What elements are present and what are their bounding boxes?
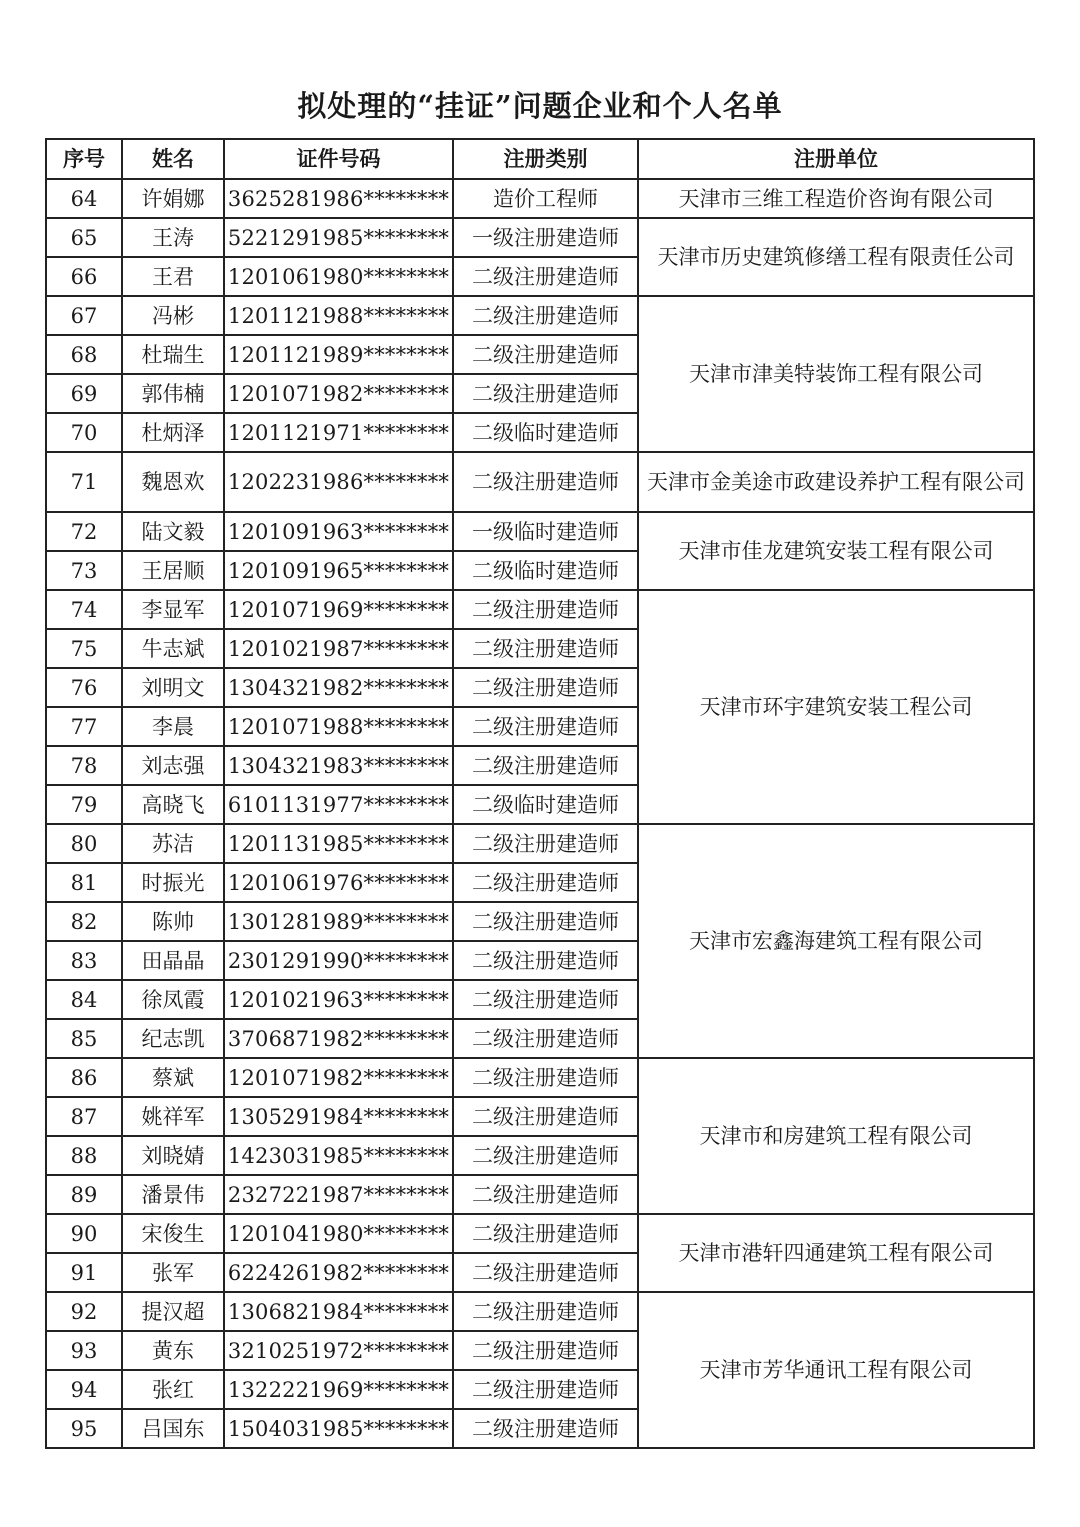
- id-cell: 1201021963********: [224, 980, 453, 1019]
- seq-cell: 82: [46, 902, 122, 941]
- category-cell: 二级注册建造师: [453, 1136, 638, 1175]
- seq-cell: 72: [46, 512, 122, 551]
- seq-cell: 90: [46, 1214, 122, 1253]
- company-cell: 天津市港轩四通建筑工程有限公司: [638, 1214, 1034, 1292]
- category-cell: 二级注册建造师: [453, 374, 638, 413]
- name-cell: 李晨: [122, 707, 224, 746]
- category-cell: 二级注册建造师: [453, 1058, 638, 1097]
- table-row: [46, 1214, 1034, 1253]
- category-cell: 二级注册建造师: [453, 590, 638, 629]
- name-cell: 吕国东: [122, 1409, 224, 1448]
- category-cell: 二级注册建造师: [453, 452, 638, 512]
- name-cell: 徐凤霞: [122, 980, 224, 1019]
- id-cell: 1322221969********: [224, 1370, 453, 1409]
- id-cell: 1306821984********: [224, 1292, 453, 1331]
- name-cell: 王涛: [122, 218, 224, 257]
- seq-cell: 79: [46, 785, 122, 824]
- company-cell: 天津市芳华通讯工程有限公司: [638, 1292, 1034, 1448]
- category-cell: 二级注册建造师: [453, 824, 638, 863]
- seq-cell: 95: [46, 1409, 122, 1448]
- category-cell: 二级注册建造师: [453, 1331, 638, 1370]
- name-cell: 张军: [122, 1253, 224, 1292]
- name-cell: 张红: [122, 1370, 224, 1409]
- category-cell: 二级注册建造师: [453, 863, 638, 902]
- id-cell: 1201071969********: [224, 590, 453, 629]
- table-row: [46, 824, 1034, 863]
- id-cell: 1201061976********: [224, 863, 453, 902]
- seq-cell: 87: [46, 1097, 122, 1136]
- seq-cell: 70: [46, 413, 122, 452]
- table-row: [46, 590, 1034, 629]
- seq-cell: 91: [46, 1253, 122, 1292]
- seq-cell: 74: [46, 590, 122, 629]
- id-cell: 1305291984********: [224, 1097, 453, 1136]
- category-cell: 二级注册建造师: [453, 902, 638, 941]
- seq-cell: 66: [46, 257, 122, 296]
- seq-cell: 73: [46, 551, 122, 590]
- table-row: [46, 512, 1034, 551]
- category-cell: 二级注册建造师: [453, 1019, 638, 1058]
- category-cell: 二级注册建造师: [453, 1214, 638, 1253]
- id-cell: 1202231986********: [224, 452, 453, 512]
- id-cell: 5221291985********: [224, 218, 453, 257]
- category-cell: 二级注册建造师: [453, 629, 638, 668]
- id-cell: 3625281986********: [224, 179, 453, 218]
- seq-cell: 83: [46, 941, 122, 980]
- name-cell: 郭伟楠: [122, 374, 224, 413]
- category-cell: 一级临时建造师: [453, 512, 638, 551]
- id-cell: 1201041980********: [224, 1214, 453, 1253]
- name-cell: 魏恩欢: [122, 452, 224, 512]
- header-id: 证件号码: [224, 139, 453, 179]
- seq-cell: 67: [46, 296, 122, 335]
- name-cell: 王居顺: [122, 551, 224, 590]
- table-row: [46, 452, 1034, 512]
- id-cell: 1201061980********: [224, 257, 453, 296]
- name-cell: 蔡斌: [122, 1058, 224, 1097]
- seq-cell: 76: [46, 668, 122, 707]
- id-cell: 3706871982********: [224, 1019, 453, 1058]
- company-cell: 天津市宏鑫海建筑工程有限公司: [638, 824, 1034, 1058]
- id-cell: 1201121971********: [224, 413, 453, 452]
- id-cell: 1423031985********: [224, 1136, 453, 1175]
- header-name: 姓名: [122, 139, 224, 179]
- header-seq: 序号: [46, 139, 122, 179]
- id-cell: 6101131977********: [224, 785, 453, 824]
- name-cell: 冯彬: [122, 296, 224, 335]
- name-cell: 杜炳泽: [122, 413, 224, 452]
- company-cell: 天津市金美途市政建设养护工程有限公司: [638, 452, 1034, 512]
- category-cell: 二级临时建造师: [453, 551, 638, 590]
- id-cell: 6224261982********: [224, 1253, 453, 1292]
- id-cell: 1304321982********: [224, 668, 453, 707]
- category-cell: 二级注册建造师: [453, 1370, 638, 1409]
- id-cell: 1201071982********: [224, 374, 453, 413]
- name-cell: 李显军: [122, 590, 224, 629]
- seq-cell: 86: [46, 1058, 122, 1097]
- category-cell: 二级注册建造师: [453, 1409, 638, 1448]
- seq-cell: 64: [46, 179, 122, 218]
- category-cell: 二级注册建造师: [453, 1292, 638, 1331]
- id-cell: 1201121989********: [224, 335, 453, 374]
- header-category: 注册类别: [453, 139, 638, 179]
- category-cell: 二级注册建造师: [453, 335, 638, 374]
- category-cell: 一级注册建造师: [453, 218, 638, 257]
- seq-cell: 75: [46, 629, 122, 668]
- name-cell: 牛志斌: [122, 629, 224, 668]
- name-cell: 姚祥军: [122, 1097, 224, 1136]
- category-cell: 二级注册建造师: [453, 746, 638, 785]
- name-cell: 陈帅: [122, 902, 224, 941]
- name-cell: 黄东: [122, 1331, 224, 1370]
- category-cell: 二级注册建造师: [453, 296, 638, 335]
- seq-cell: 93: [46, 1331, 122, 1370]
- id-cell: 1304321983********: [224, 746, 453, 785]
- category-cell: 二级注册建造师: [453, 668, 638, 707]
- company-cell: 天津市津美特装饰工程有限公司: [638, 296, 1034, 452]
- category-cell: 二级临时建造师: [453, 785, 638, 824]
- company-cell: 天津市佳龙建筑安装工程有限公司: [638, 512, 1034, 590]
- id-cell: 3210251972********: [224, 1331, 453, 1370]
- seq-cell: 85: [46, 1019, 122, 1058]
- id-cell: 1201071988********: [224, 707, 453, 746]
- seq-cell: 71: [46, 452, 122, 512]
- table-row: [46, 296, 1034, 335]
- id-cell: 1301281989********: [224, 902, 453, 941]
- category-cell: 二级注册建造师: [453, 1253, 638, 1292]
- id-cell: 1201121988********: [224, 296, 453, 335]
- category-cell: 二级注册建造师: [453, 707, 638, 746]
- name-cell: 许娟娜: [122, 179, 224, 218]
- company-cell: 天津市三维工程造价咨询有限公司: [638, 179, 1034, 218]
- name-cell: 王君: [122, 257, 224, 296]
- id-cell: 1201071982********: [224, 1058, 453, 1097]
- name-cell: 陆文毅: [122, 512, 224, 551]
- name-cell: 潘景伟: [122, 1175, 224, 1214]
- seq-cell: 92: [46, 1292, 122, 1331]
- name-cell: 苏洁: [122, 824, 224, 863]
- table-row: [46, 218, 1034, 257]
- name-cell: 田晶晶: [122, 941, 224, 980]
- page-title: 拟处理的“挂证”问题企业和个人名单: [297, 89, 783, 123]
- id-cell: 1201091963********: [224, 512, 453, 551]
- id-cell: 2327221987********: [224, 1175, 453, 1214]
- name-cell: 纪志凯: [122, 1019, 224, 1058]
- id-cell: 1504031985********: [224, 1409, 453, 1448]
- seq-cell: 78: [46, 746, 122, 785]
- seq-cell: 77: [46, 707, 122, 746]
- name-cell: 刘志强: [122, 746, 224, 785]
- seq-cell: 88: [46, 1136, 122, 1175]
- table-header-row: [46, 139, 1034, 179]
- table-row: [46, 1292, 1034, 1331]
- seq-cell: 68: [46, 335, 122, 374]
- id-cell: 1201091965********: [224, 551, 453, 590]
- name-cell: 刘明文: [122, 668, 224, 707]
- seq-cell: 65: [46, 218, 122, 257]
- seq-cell: 94: [46, 1370, 122, 1409]
- category-cell: 二级临时建造师: [453, 413, 638, 452]
- category-cell: 二级注册建造师: [453, 257, 638, 296]
- seq-cell: 69: [46, 374, 122, 413]
- name-cell: 刘晓婧: [122, 1136, 224, 1175]
- seq-cell: 84: [46, 980, 122, 1019]
- header-company: 注册单位: [638, 139, 1034, 179]
- id-cell: 2301291990********: [224, 941, 453, 980]
- seq-cell: 81: [46, 863, 122, 902]
- seq-cell: 80: [46, 824, 122, 863]
- company-cell: 天津市历史建筑修缮工程有限责任公司: [638, 218, 1034, 296]
- category-cell: 造价工程师: [453, 179, 638, 218]
- roster-table: [45, 138, 1035, 1449]
- table-row: [46, 179, 1034, 218]
- name-cell: 宋俊生: [122, 1214, 224, 1253]
- category-cell: 二级注册建造师: [453, 980, 638, 1019]
- id-cell: 1201131985********: [224, 824, 453, 863]
- seq-cell: 89: [46, 1175, 122, 1214]
- name-cell: 杜瑞生: [122, 335, 224, 374]
- category-cell: 二级注册建造师: [453, 1175, 638, 1214]
- name-cell: 高晓飞: [122, 785, 224, 824]
- id-cell: 1201021987********: [224, 629, 453, 668]
- category-cell: 二级注册建造师: [453, 941, 638, 980]
- name-cell: 时振光: [122, 863, 224, 902]
- category-cell: 二级注册建造师: [453, 1097, 638, 1136]
- company-cell: 天津市和房建筑工程有限公司: [638, 1058, 1034, 1214]
- table-row: [46, 1058, 1034, 1097]
- company-cell: 天津市环宇建筑安装工程公司: [638, 590, 1034, 824]
- name-cell: 提汉超: [122, 1292, 224, 1331]
